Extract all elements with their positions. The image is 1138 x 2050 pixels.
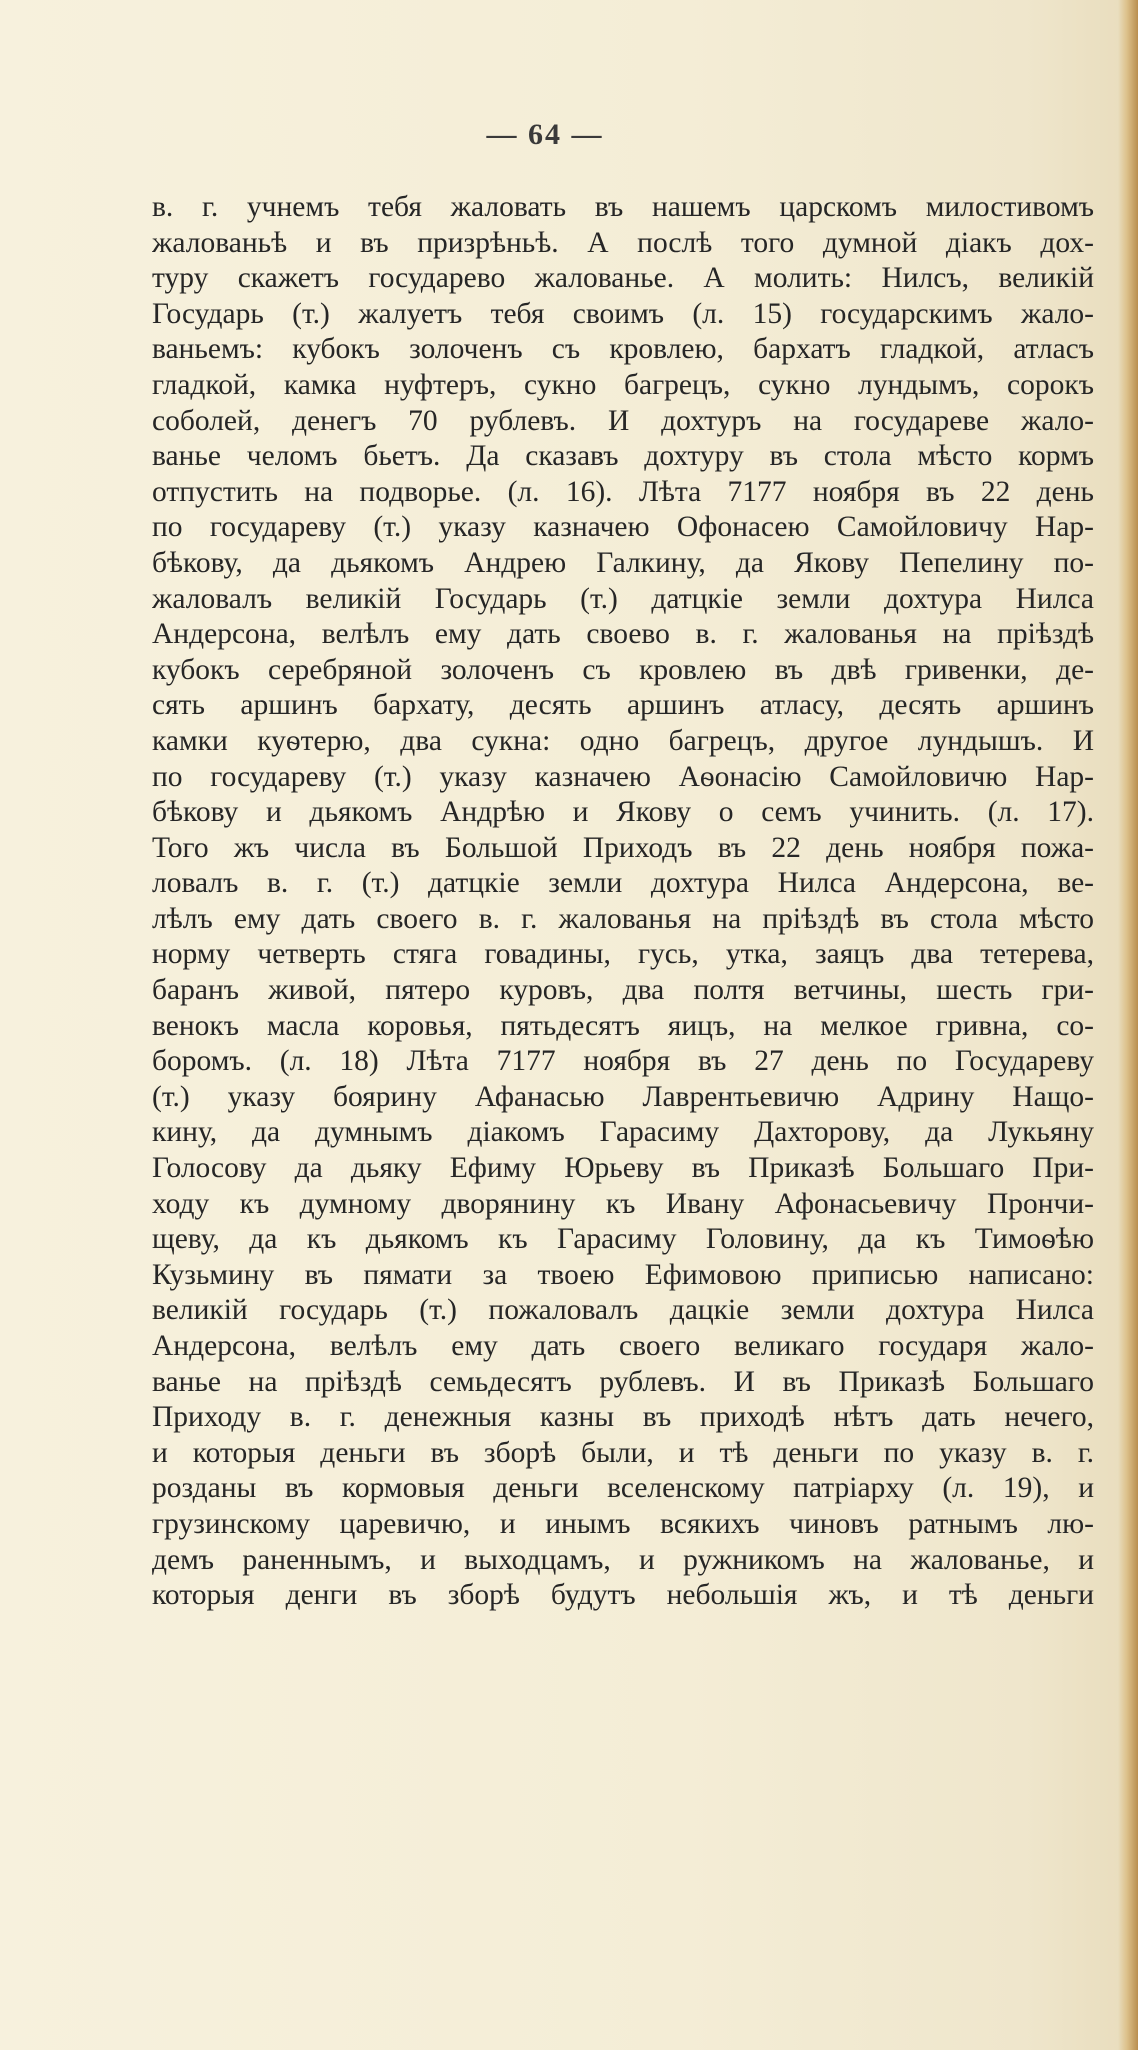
text-line-27: кину, да думнымъ діакомъ Гарасиму Дахторову, да Лукьяну xyxy=(152,1116,1094,1149)
text-line-35: Приходу в. г. денежныя казны въ приходѣ нѣтъ дать нечего, xyxy=(152,1401,1094,1434)
text-line-24: венокъ масла коровья, пятьдесятъ яицъ, на мелкое гривна, со- xyxy=(152,1009,1094,1042)
text-line-23: баранъ живой, пятеро куровъ, два полтя ветчины, шесть гри- xyxy=(152,974,1094,1007)
text-line-33: Андерсона, велѣлъ ему дать своего великаго государя жало- xyxy=(152,1330,1094,1362)
text-line-5: ваньемъ: кубокъ золоченъ съ кровлею, бархатъ гладкой, атласъ xyxy=(152,333,1094,366)
text-line-25: боромъ. (л. 18) Лѣта 7177 ноября въ 27 день по Государеву xyxy=(152,1045,1094,1078)
text-line-30: щеву, да къ дьякомъ къ Гарасиму Головину, да къ Тимоѳѣю xyxy=(152,1223,1094,1256)
text-line-37: розданы въ кормовыя деньги вселенскому патріарху (л. 19), и xyxy=(152,1472,1094,1505)
text-line-16: камки куѳтерю, два сукна: одно багрецъ, другое лундышъ. И xyxy=(152,724,1094,757)
text-line-28: Голосову да дьяку Ефиму Юрьеву въ Приказѣ Большаго При- xyxy=(152,1152,1094,1185)
text-line-31: Кузьмину въ пямати за твоею Ефимовою приписью написано: xyxy=(152,1258,1094,1291)
text-line-11: бѣкову, да дьякомъ Андрею Галкину, да Якову Пепелину по- xyxy=(152,546,1094,579)
text-line-8: ванье челомъ бьетъ. Да сказавъ дохтуру въ стола мѣсто кормъ xyxy=(152,440,1094,473)
text-line-19: Того жъ числа въ Большой Приходъ въ 22 день ноября пожа- xyxy=(152,831,1094,864)
text-line-14: кубокъ серебряной золоченъ съ кровлею въ двѣ гривенки, де- xyxy=(152,653,1094,686)
text-line-22: норму четверть стяга говадины, гусь, утка, заяцъ два тетерева, xyxy=(152,938,1094,971)
text-line-17: по государеву (т.) указу казначею Аѳонасію Самойловичю Нар- xyxy=(152,760,1094,793)
text-line-20: ловалъ в. г. (т.) датцкіе земли дохтура Нилса Андерсона, ве- xyxy=(152,867,1094,900)
text-line-2: жалованьѣ и въ призрѣньѣ. А послѣ того думной діакъ дох- xyxy=(152,226,1094,259)
text-line-6: гладкой, камка нуфтеръ, сукно багрецъ, сукно лундымъ, сорокъ xyxy=(152,368,1094,401)
text-line-4: Государь (т.) жалуетъ тебя своимъ (л. 15) государскимъ жало- xyxy=(152,297,1094,330)
text-line-39: демъ раненнымъ, и выходцамъ, и ружникомъ на жалованье, и xyxy=(152,1543,1094,1576)
text-line-9: отпустить на подворье. (л. 16). Лѣта 7177 ноября въ 22 день xyxy=(152,475,1094,508)
text-line-32: великій государь (т.) пожаловалъ дацкіе земли дохтура Нилса xyxy=(152,1294,1094,1327)
text-line-18: бѣкову и дьякомъ Андрѣю и Якову о семъ учинить. (л. 17). xyxy=(152,796,1094,829)
text-line-34: ванье на пріѣздѣ семьдесятъ рублевъ. И въ Приказѣ Большаго xyxy=(152,1365,1094,1398)
page-edge-shadow xyxy=(1118,0,1138,2050)
text-line-13: Андерсона, велѣлъ ему дать своево в. г. жалованья на пріѣздѣ xyxy=(152,618,1094,651)
text-line-1: в. г. учнемъ тебя жаловать въ нашемъ царскомъ милостивомъ xyxy=(152,191,1094,223)
text-line-21: лѣлъ ему дать своего в. г. жалованья на пріѣздѣ въ стола мѣсто xyxy=(152,902,1094,935)
text-line-10: по государеву (т.) указу казначею Офонасею Самойловичу Нар- xyxy=(152,511,1094,544)
text-line-7: соболей, денегъ 70 рублевъ. И дохтуръ на государеве жало- xyxy=(152,404,1094,437)
text-line-40: которыя денги въ зборѣ будутъ небольшія жъ, и тѣ деньги xyxy=(152,1579,1094,1612)
text-line-3: туру скажетъ государево жалованье. А молить: Нилсъ, великій xyxy=(152,262,1094,295)
page-number: — 64 — xyxy=(486,118,604,151)
text-line-12: жаловалъ великій Государь (т.) датцкіе земли дохтура Нилса xyxy=(152,582,1094,615)
text-line-38: грузинскому царевичю, и инымъ всякихъ чиновъ ратнымъ лю- xyxy=(152,1507,1094,1540)
text-line-29: ходу къ думному дворянину къ Ивану Афонасьевичу Прончи- xyxy=(152,1187,1094,1220)
text-line-15: сять аршинъ бархату, десять аршинъ атласу, десять аршинъ xyxy=(152,689,1094,722)
text-line-26: (т.) указу боярину Афанасью Лаврентьевичю Адрину Нащо- xyxy=(152,1080,1094,1113)
text-line-36: и которыя деньги въ зборѣ были, и тѣ деньги по указу в. г. xyxy=(152,1436,1094,1469)
body-text xyxy=(152,190,1094,1614)
